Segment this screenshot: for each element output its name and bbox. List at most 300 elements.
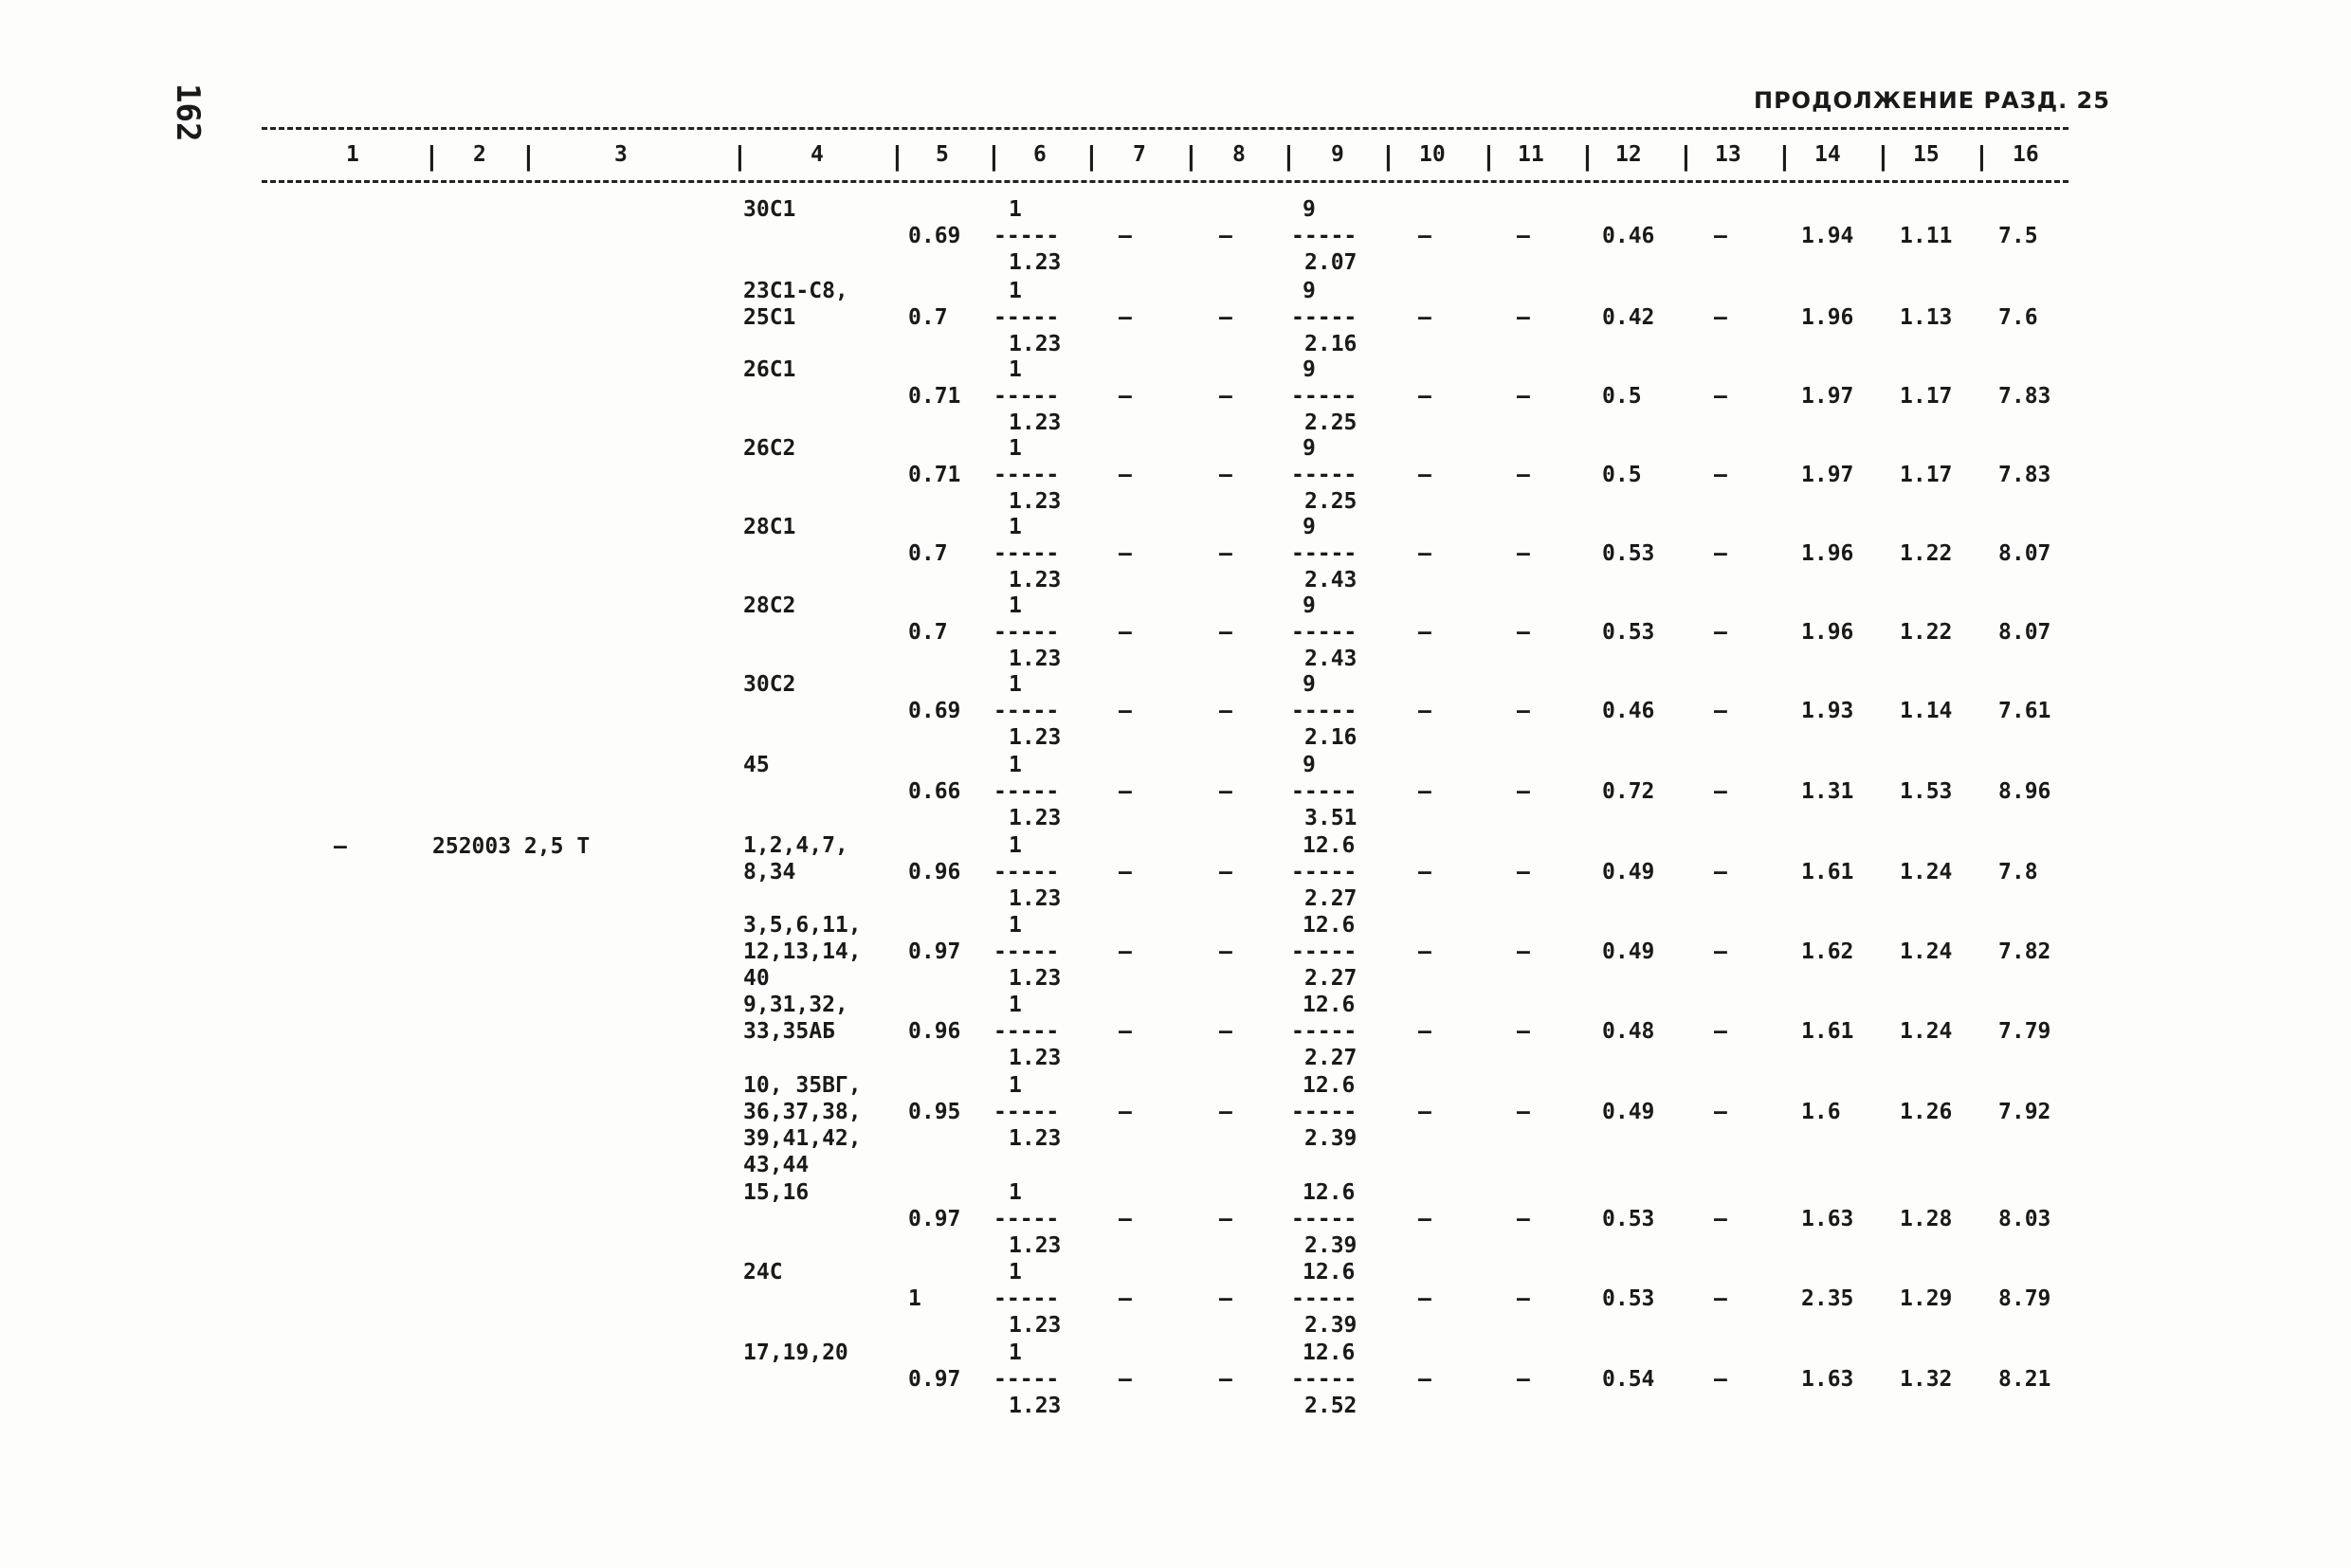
cell-col10: – — [1418, 1367, 1431, 1392]
cell-col15: 1.13 — [1900, 305, 1953, 330]
fraction-bar: ----- — [1291, 463, 1358, 487]
cell-col10: – — [1418, 1019, 1431, 1044]
cell-col6-denominator: 1.23 — [1009, 806, 1062, 830]
header-rule-top — [262, 127, 2069, 130]
cell-col8: – — [1219, 1367, 1232, 1392]
cell-col9-numerator: 9 — [1303, 593, 1316, 618]
cell-col15: 1.29 — [1900, 1286, 1953, 1311]
column-header-6: 6 — [1033, 142, 1047, 167]
cell-col14: 1.61 — [1801, 860, 1854, 884]
cell-col9-denominator: 2.43 — [1304, 568, 1358, 593]
cell-col8: – — [1219, 1100, 1232, 1124]
cell-col10: – — [1418, 779, 1431, 804]
column-header-1: 1 — [346, 142, 359, 167]
cell-col9-denominator: 2.52 — [1304, 1394, 1358, 1418]
cell-col9-numerator: 12.6 — [1303, 913, 1356, 938]
cell-col8: – — [1219, 463, 1232, 487]
cell-col7: – — [1119, 384, 1132, 409]
cell-col8: – — [1219, 699, 1232, 723]
row-label: 33,35АБ — [743, 1019, 835, 1044]
cell-col8: – — [1219, 384, 1232, 409]
fraction-bar: ----- — [993, 463, 1060, 487]
cell-col9-numerator: 9 — [1303, 753, 1316, 777]
row-label: 36,37,38, — [743, 1100, 862, 1124]
cell-col6-numerator: 1 — [1009, 1340, 1022, 1365]
cell-col5: 1 — [908, 1286, 921, 1311]
cell-col16: 8.03 — [1998, 1207, 2051, 1231]
row-label: 30С1 — [743, 197, 796, 222]
row-label: 10, 35ВГ, — [743, 1073, 862, 1098]
cell-col11: – — [1517, 463, 1530, 487]
cell-col14: 2.35 — [1801, 1286, 1854, 1311]
cell-col15: 1.22 — [1900, 541, 1953, 566]
cell-col13: – — [1714, 1019, 1727, 1044]
cell-col8: – — [1219, 305, 1232, 330]
cell-col12: 0.53 — [1602, 1207, 1655, 1231]
row-label: 12,13,14, — [743, 939, 862, 964]
row-label: 28С1 — [743, 515, 796, 539]
column-header-5: 5 — [936, 142, 949, 167]
row-label: 3,5,6,11, — [743, 913, 862, 938]
cell-col15: 1.17 — [1900, 384, 1953, 409]
row-label: 15,16 — [743, 1180, 810, 1205]
cell-col13: – — [1714, 463, 1727, 487]
cell-col12: 0.72 — [1602, 779, 1655, 804]
cell-col7: – — [1119, 699, 1132, 723]
cell-col12: 0.5 — [1602, 384, 1642, 409]
cell-col12: 0.54 — [1602, 1367, 1655, 1392]
cell-col9-numerator: 12.6 — [1303, 1340, 1356, 1365]
cell-col15: 1.14 — [1900, 699, 1953, 723]
cell-col9-denominator: 2.27 — [1304, 886, 1358, 911]
cell-col15: 1.32 — [1900, 1367, 1953, 1392]
cell-col15: 1.11 — [1900, 224, 1953, 248]
cell-col7: – — [1119, 620, 1132, 645]
column-header-4: 4 — [811, 142, 824, 167]
fraction-bar: ----- — [993, 541, 1060, 566]
fraction-bar: ----- — [1291, 305, 1358, 330]
cell-col11: – — [1517, 1367, 1530, 1392]
cell-col5: 0.96 — [908, 860, 961, 884]
cell-col12: 0.49 — [1602, 1100, 1655, 1124]
cell-col9-denominator: 2.25 — [1304, 489, 1358, 514]
row-label: 17,19,20 — [743, 1340, 848, 1365]
fraction-bar: ----- — [1291, 779, 1358, 804]
cell-col14: 1.97 — [1801, 463, 1854, 487]
cell-col10: – — [1418, 541, 1431, 566]
cell-col5: 0.69 — [908, 224, 961, 248]
cell-col10: – — [1418, 1100, 1431, 1124]
cell-col6-numerator: 1 — [1009, 753, 1022, 777]
cell-col6-numerator: 1 — [1009, 357, 1022, 382]
column-separator: | — [424, 140, 440, 172]
cell-col16: 7.6 — [1998, 305, 2038, 330]
column-header-9: 9 — [1331, 142, 1344, 167]
column-header-11: 11 — [1518, 142, 1544, 167]
cell-col6-numerator: 1 — [1009, 436, 1022, 461]
cell-col14: 1.96 — [1801, 620, 1854, 645]
row-label: 23С1-С8, — [743, 279, 848, 303]
cell-col11: – — [1517, 305, 1530, 330]
column-separator: | — [1380, 140, 1396, 172]
cell-col13: – — [1714, 699, 1727, 723]
cell-col9-numerator: 12.6 — [1303, 993, 1356, 1017]
cell-col8: – — [1219, 860, 1232, 884]
row-label: 1,2,4,7, — [743, 833, 848, 858]
cell-col5: 0.7 — [908, 620, 948, 645]
cell-col13: – — [1714, 224, 1727, 248]
cell-col9-numerator: 9 — [1303, 672, 1316, 697]
fraction-bar: ----- — [993, 384, 1060, 409]
row-label: 45 — [743, 753, 770, 777]
row-label: 8,34 — [743, 860, 796, 884]
cell-col16: 8.79 — [1998, 1286, 2051, 1311]
cell-col6-denominator: 1.23 — [1009, 489, 1062, 514]
cell-col6-denominator: 1.23 — [1009, 250, 1062, 275]
row-label: 40 — [743, 966, 770, 991]
cell-col12: 0.46 — [1602, 224, 1655, 248]
fraction-bar: ----- — [1291, 1019, 1358, 1044]
cell-col13: – — [1714, 779, 1727, 804]
cell-col10: – — [1418, 939, 1431, 964]
cell-col12: 0.42 — [1602, 305, 1655, 330]
cell-col9-numerator: 9 — [1303, 279, 1316, 303]
cell-col5: 0.69 — [908, 699, 961, 723]
cell-col16: 7.61 — [1998, 699, 2051, 723]
fraction-bar: ----- — [1291, 699, 1358, 723]
cell-col6-denominator: 1.23 — [1009, 568, 1062, 593]
fraction-bar: ----- — [1291, 939, 1358, 964]
cell-col7: – — [1119, 939, 1132, 964]
fraction-bar: ----- — [993, 1367, 1060, 1392]
cell-col10: – — [1418, 699, 1431, 723]
cell-col10: – — [1418, 463, 1431, 487]
cell-col6-denominator: 1.23 — [1009, 886, 1062, 911]
column-separator: | — [1481, 140, 1497, 172]
column-separator: | — [520, 140, 537, 172]
cell-col14: 1.94 — [1801, 224, 1854, 248]
cell-col6-numerator: 1 — [1009, 913, 1022, 938]
cell-col16: 7.83 — [1998, 463, 2051, 487]
column-header-7: 7 — [1133, 142, 1146, 167]
cell-col11: – — [1517, 1286, 1530, 1311]
cell-col6-denominator: 1.23 — [1009, 1126, 1062, 1151]
row-label: 28С2 — [743, 593, 796, 618]
cell-col12: 0.53 — [1602, 620, 1655, 645]
row-label: 9,31,32, — [743, 993, 848, 1017]
cell-col6-numerator: 1 — [1009, 197, 1022, 222]
column-header-14: 14 — [1814, 142, 1841, 167]
cell-col9-numerator: 9 — [1303, 436, 1316, 461]
group-col1: – — [334, 834, 347, 859]
column-separator: | — [1281, 140, 1297, 172]
cell-col13: – — [1714, 541, 1727, 566]
cell-col15: 1.28 — [1900, 1207, 1953, 1231]
cell-col10: – — [1418, 224, 1431, 248]
cell-col7: – — [1119, 224, 1132, 248]
cell-col12: 0.46 — [1602, 699, 1655, 723]
cell-col13: – — [1714, 939, 1727, 964]
cell-col9-numerator: 12.6 — [1303, 1180, 1356, 1205]
cell-col11: – — [1517, 939, 1530, 964]
cell-col7: – — [1119, 305, 1132, 330]
column-separator: | — [889, 140, 905, 172]
cell-col6-denominator: 1.23 — [1009, 966, 1062, 991]
cell-col6-denominator: 1.23 — [1009, 1233, 1062, 1258]
fraction-bar: ----- — [1291, 1207, 1358, 1231]
cell-col16: 8.96 — [1998, 779, 2051, 804]
cell-col11: – — [1517, 541, 1530, 566]
group-col2: 252003 2,5 Т — [432, 834, 591, 859]
column-separator: | — [1678, 140, 1694, 172]
cell-col16: 7.83 — [1998, 384, 2051, 409]
cell-col16: 7.5 — [1998, 224, 2038, 248]
cell-col6-numerator: 1 — [1009, 1260, 1022, 1285]
column-separator: | — [986, 140, 1002, 172]
cell-col14: 1.62 — [1801, 939, 1854, 964]
cell-col5: 0.97 — [908, 1207, 961, 1231]
cell-col14: 1.96 — [1801, 541, 1854, 566]
fraction-bar: ----- — [993, 699, 1060, 723]
cell-col6-numerator: 1 — [1009, 279, 1022, 303]
cell-col6-denominator: 1.23 — [1009, 1313, 1062, 1338]
cell-col7: – — [1119, 1207, 1132, 1231]
cell-col16: 8.07 — [1998, 620, 2051, 645]
cell-col9-numerator: 12.6 — [1303, 1260, 1356, 1285]
fraction-bar: ----- — [1291, 1367, 1358, 1392]
column-separator: | — [1974, 140, 1990, 172]
cell-col16: 7.79 — [1998, 1019, 2051, 1044]
cell-col12: 0.5 — [1602, 463, 1642, 487]
row-label: 26С2 — [743, 436, 796, 461]
cell-col6-denominator: 1.23 — [1009, 725, 1062, 750]
cell-col5: 0.96 — [908, 1019, 961, 1044]
cell-col9-numerator: 12.6 — [1303, 1073, 1356, 1098]
cell-col11: – — [1517, 224, 1530, 248]
fraction-bar: ----- — [1291, 860, 1358, 884]
cell-col15: 1.26 — [1900, 1100, 1953, 1124]
cell-col9-numerator: 9 — [1303, 197, 1316, 222]
cell-col8: – — [1219, 1286, 1232, 1311]
cell-col5: 0.7 — [908, 541, 948, 566]
cell-col9-denominator: 2.43 — [1304, 647, 1358, 671]
cell-col13: – — [1714, 1100, 1727, 1124]
cell-col14: 1.97 — [1801, 384, 1854, 409]
cell-col11: – — [1517, 779, 1530, 804]
cell-col13: – — [1714, 1207, 1727, 1231]
cell-col14: 1.63 — [1801, 1207, 1854, 1231]
cell-col12: 0.53 — [1602, 541, 1655, 566]
cell-col14: 1.93 — [1801, 699, 1854, 723]
column-header-12: 12 — [1615, 142, 1642, 167]
column-header-2: 2 — [473, 142, 486, 167]
cell-col6-denominator: 1.23 — [1009, 647, 1062, 671]
cell-col5: 0.97 — [908, 1367, 961, 1392]
fraction-bar: ----- — [993, 779, 1060, 804]
fraction-bar: ----- — [993, 620, 1060, 645]
column-separator: | — [1777, 140, 1793, 172]
cell-col8: – — [1219, 541, 1232, 566]
cell-col7: – — [1119, 1286, 1132, 1311]
cell-col6-denominator: 1.23 — [1009, 1394, 1062, 1418]
cell-col7: – — [1119, 463, 1132, 487]
cell-col6-numerator: 1 — [1009, 515, 1022, 539]
cell-col9-numerator: 12.6 — [1303, 833, 1356, 858]
cell-col7: – — [1119, 1019, 1132, 1044]
cell-col5: 0.71 — [908, 463, 961, 487]
cell-col12: 0.48 — [1602, 1019, 1655, 1044]
column-header-13: 13 — [1715, 142, 1741, 167]
column-separator: | — [1183, 140, 1199, 172]
page-number: 162 — [169, 83, 207, 142]
cell-col7: – — [1119, 541, 1132, 566]
row-label: 24С — [743, 1260, 783, 1285]
cell-col11: – — [1517, 699, 1530, 723]
cell-col8: – — [1219, 224, 1232, 248]
cell-col8: – — [1219, 939, 1232, 964]
cell-col14: 1.96 — [1801, 305, 1854, 330]
row-label: 25С1 — [743, 305, 796, 330]
cell-col16: 7.92 — [1998, 1100, 2051, 1124]
fraction-bar: ----- — [993, 860, 1060, 884]
column-header-15: 15 — [1913, 142, 1940, 167]
row-label: 30С2 — [743, 672, 796, 697]
cell-col9-denominator: 2.27 — [1304, 1046, 1358, 1070]
cell-col8: – — [1219, 1207, 1232, 1231]
continuation-title: ПРОДОЛЖЕНИЕ РАЗД. 25 — [1754, 87, 2110, 114]
cell-col14: 1.31 — [1801, 779, 1854, 804]
cell-col9-denominator: 2.39 — [1304, 1126, 1358, 1151]
cell-col7: – — [1119, 1367, 1132, 1392]
cell-col5: 0.95 — [908, 1100, 961, 1124]
cell-col13: – — [1714, 384, 1727, 409]
cell-col12: 0.53 — [1602, 1286, 1655, 1311]
fraction-bar: ----- — [993, 1286, 1060, 1311]
cell-col16: 7.8 — [1998, 860, 2038, 884]
cell-col13: – — [1714, 305, 1727, 330]
column-separator: | — [732, 140, 748, 172]
cell-col9-numerator: 9 — [1303, 515, 1316, 539]
cell-col14: 1.61 — [1801, 1019, 1854, 1044]
fraction-bar: ----- — [993, 1100, 1060, 1124]
fraction-bar: ----- — [1291, 1286, 1358, 1311]
cell-col11: – — [1517, 620, 1530, 645]
cell-col9-denominator: 2.16 — [1304, 725, 1358, 750]
cell-col15: 1.17 — [1900, 463, 1953, 487]
cell-col6-numerator: 1 — [1009, 593, 1022, 618]
cell-col6-numerator: 1 — [1009, 833, 1022, 858]
cell-col10: – — [1418, 1286, 1431, 1311]
cell-col9-denominator: 2.07 — [1304, 250, 1358, 275]
cell-col5: 0.7 — [908, 305, 948, 330]
column-header-10: 10 — [1419, 142, 1446, 167]
fraction-bar: ----- — [1291, 1100, 1358, 1124]
cell-col15: 1.24 — [1900, 860, 1953, 884]
cell-col11: – — [1517, 860, 1530, 884]
cell-col9-numerator: 9 — [1303, 357, 1316, 382]
cell-col7: – — [1119, 779, 1132, 804]
cell-col6-denominator: 1.23 — [1009, 410, 1062, 435]
cell-col15: 1.24 — [1900, 1019, 1953, 1044]
cell-col6-numerator: 1 — [1009, 1180, 1022, 1205]
cell-col15: 1.24 — [1900, 939, 1953, 964]
fraction-bar: ----- — [993, 1207, 1060, 1231]
column-header-3: 3 — [614, 142, 628, 167]
cell-col9-denominator: 2.16 — [1304, 332, 1358, 356]
cell-col10: – — [1418, 384, 1431, 409]
cell-col11: – — [1517, 1207, 1530, 1231]
fraction-bar: ----- — [993, 305, 1060, 330]
cell-col10: – — [1418, 620, 1431, 645]
cell-col8: – — [1219, 779, 1232, 804]
cell-col6-numerator: 1 — [1009, 1073, 1022, 1098]
cell-col16: 7.82 — [1998, 939, 2051, 964]
column-separator: | — [1875, 140, 1891, 172]
cell-col14: 1.63 — [1801, 1367, 1854, 1392]
cell-col9-denominator: 2.39 — [1304, 1233, 1358, 1258]
cell-col6-denominator: 1.23 — [1009, 332, 1062, 356]
row-label: 43,44 — [743, 1153, 810, 1177]
cell-col12: 0.49 — [1602, 939, 1655, 964]
cell-col5: 0.97 — [908, 939, 961, 964]
cell-col15: 1.53 — [1900, 779, 1953, 804]
cell-col6-numerator: 1 — [1009, 993, 1022, 1017]
column-header-16: 16 — [2013, 142, 2039, 167]
cell-col11: – — [1517, 384, 1530, 409]
cell-col15: 1.22 — [1900, 620, 1953, 645]
cell-col5: 0.71 — [908, 384, 961, 409]
column-separator: | — [1579, 140, 1595, 172]
cell-col5: 0.66 — [908, 779, 961, 804]
row-label: 26С1 — [743, 357, 796, 382]
cell-col10: – — [1418, 305, 1431, 330]
cell-col9-denominator: 2.27 — [1304, 966, 1358, 991]
cell-col10: – — [1418, 1207, 1431, 1231]
cell-col13: – — [1714, 1286, 1727, 1311]
fraction-bar: ----- — [1291, 541, 1358, 566]
row-label: 39,41,42, — [743, 1126, 862, 1151]
cell-col13: – — [1714, 1367, 1727, 1392]
cell-col6-numerator: 1 — [1009, 672, 1022, 697]
fraction-bar: ----- — [993, 1019, 1060, 1044]
cell-col14: 1.6 — [1801, 1100, 1841, 1124]
cell-col7: – — [1119, 1100, 1132, 1124]
fraction-bar: ----- — [1291, 620, 1358, 645]
cell-col9-denominator: 2.25 — [1304, 410, 1358, 435]
cell-col11: – — [1517, 1100, 1530, 1124]
fraction-bar: ----- — [1291, 224, 1358, 248]
cell-col16: 8.07 — [1998, 541, 2051, 566]
cell-col6-denominator: 1.23 — [1009, 1046, 1062, 1070]
column-header-8: 8 — [1232, 142, 1246, 167]
cell-col9-denominator: 2.39 — [1304, 1313, 1358, 1338]
cell-col8: – — [1219, 1019, 1232, 1044]
cell-col13: – — [1714, 860, 1727, 884]
cell-col13: – — [1714, 620, 1727, 645]
cell-col8: – — [1219, 620, 1232, 645]
column-separator: | — [1084, 140, 1100, 172]
fraction-bar: ----- — [993, 939, 1060, 964]
fraction-bar: ----- — [993, 224, 1060, 248]
cell-col7: – — [1119, 860, 1132, 884]
fraction-bar: ----- — [1291, 384, 1358, 409]
cell-col16: 8.21 — [1998, 1367, 2051, 1392]
cell-col9-denominator: 3.51 — [1304, 806, 1358, 830]
cell-col10: – — [1418, 860, 1431, 884]
cell-col12: 0.49 — [1602, 860, 1655, 884]
cell-col11: – — [1517, 1019, 1530, 1044]
header-rule-bottom — [262, 180, 2069, 183]
